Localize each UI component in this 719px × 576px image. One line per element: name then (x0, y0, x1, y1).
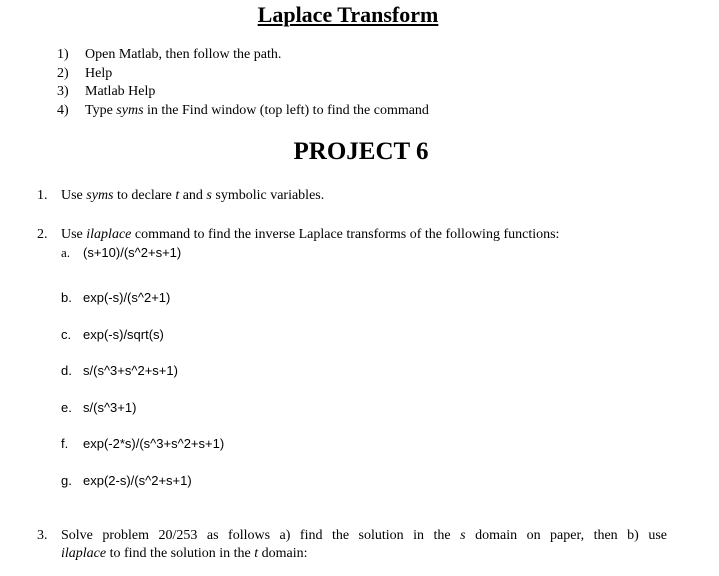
function-item (61, 290, 170, 305)
function-expression: exp(-s)/sqrt(s) (83, 327, 164, 342)
function-item (61, 436, 224, 451)
question-3: 3. Solve problem 20/253 as follows a) find the solution in the s domain on paper, then b) use ilaplace to find the solution in the t domain: (37, 528, 667, 561)
function-expression: exp(-2*s)/(s^3+s^2+s+1) (83, 436, 225, 451)
step-number: 3) (57, 84, 69, 99)
item-label: e. (61, 400, 72, 415)
step-text: Open Matlab, then follow the path. (85, 47, 282, 62)
function-item (61, 327, 164, 342)
function-item (61, 363, 178, 378)
item-label: f. (61, 436, 69, 451)
step-number: 2) (57, 65, 69, 81)
page-title: Laplace Transform (257, 2, 439, 27)
function-expression: exp(2-s)/(s^2+s+1) (83, 473, 192, 488)
step-item (57, 83, 429, 102)
item-label: c. (61, 327, 72, 342)
function-expression: s/(s^3+s^2+s+1) (83, 363, 178, 378)
step-item (57, 65, 429, 84)
project-heading: PROJECT 6 (293, 138, 429, 165)
step-text: Type syms in the Find window (top left) to find the command (85, 102, 429, 118)
function-expression: exp(-s)/(s^2+1) (83, 290, 171, 305)
function-expression: (s+10)/(s^2+s+1) (83, 245, 182, 260)
question-1: 1. Use syms to declare t and s symbolic variables. (37, 188, 325, 203)
item-label: a. (61, 245, 71, 260)
function-expression: s/(s^3+1) (83, 400, 137, 415)
steps-list (57, 46, 429, 120)
function-item (61, 473, 192, 488)
question-number: 3. (37, 528, 48, 543)
item-label: d. (61, 363, 72, 378)
question-number: 2. (37, 227, 48, 242)
question-2: 2. Use ilaplace command to find the inverse Laplace transforms of the following functions: (37, 227, 560, 242)
step-text: Help (85, 65, 113, 81)
step-item (57, 102, 429, 121)
item-label: g. (61, 473, 72, 488)
function-item (61, 400, 136, 415)
function-item (61, 245, 181, 261)
step-number: 1) (57, 47, 69, 62)
item-label: b. (61, 290, 72, 305)
step-number: 4) (57, 102, 69, 118)
step-item (57, 46, 429, 65)
step-text: Matlab Help (85, 84, 156, 99)
question-number: 1. (37, 188, 48, 203)
